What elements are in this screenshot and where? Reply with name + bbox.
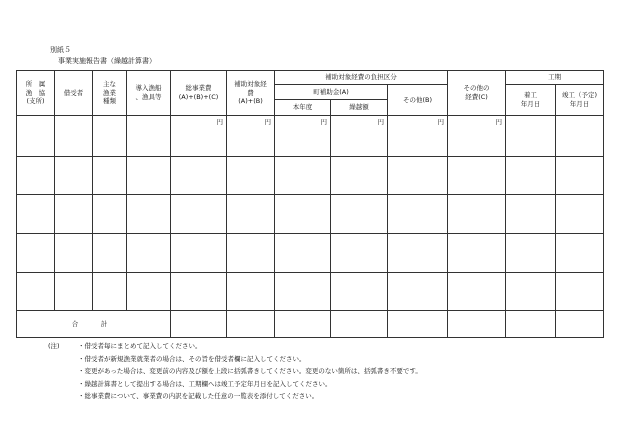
- unit-symbol: 円: [388, 115, 448, 156]
- table-row: [17, 115, 604, 156]
- header-other-b: その他(B): [388, 85, 448, 116]
- notes-section: [48, 340, 422, 403]
- unit-symbol: 円: [227, 115, 275, 156]
- note-item: ・借受者毎にまとめて記入してください。: [78, 342, 202, 350]
- note-item: ・繰越計算書として提出する場合は、工期欄へは竣工予定年月日を記入してください。: [78, 379, 332, 388]
- header-completion-date: 竣工（予定) 年月日: [556, 85, 604, 116]
- header-fishery-type: 主な 漁業 種類: [93, 71, 127, 116]
- note-item: ・変更があった場合は、変更前の内容及び額を上段に括弧書きしてください。変更のない箇所は、括弧書き不要です。: [78, 367, 422, 375]
- notes-heading: (注): [48, 342, 60, 350]
- header-start-date: 着工 年月日: [506, 85, 556, 116]
- header-total-cost: 総事業費 (A)+(B)+(C): [171, 71, 227, 116]
- header-burden-group: 補助対象経費の負担区分: [275, 71, 448, 85]
- header-borrower: 借受者: [55, 71, 93, 116]
- total-label: 合 計: [17, 311, 171, 338]
- header-town-subsidy: 町補助金(A): [275, 85, 388, 99]
- header-subsidy-cost: 補助対象経 費 (A)+(B): [227, 71, 275, 116]
- note-item: ・総事業費について、事業費の内訳を記載した任意の一覧表を添付してください。: [78, 392, 319, 400]
- header-other-cost: その他の 経費(C): [448, 71, 506, 116]
- table-row: [17, 156, 604, 195]
- table-row: [17, 234, 604, 273]
- table-row: [17, 272, 604, 311]
- header-carryover: 繰越額: [331, 99, 388, 115]
- total-row: [17, 311, 604, 338]
- unit-symbol: 円: [275, 115, 331, 156]
- report-table: [16, 70, 604, 338]
- header-equipment: 導入漁船 、漁具等: [127, 71, 171, 116]
- header-period: 工期: [506, 71, 604, 85]
- note-item: ・借受者が新規漁業就業者の場合は、その旨を借受者欄に記入してください。: [78, 354, 306, 363]
- header-affiliation: 所 属 漁 協 (支所): [17, 71, 55, 116]
- unit-symbol: 円: [448, 115, 506, 156]
- document-title: 事業実施報告書（繰越計算書）: [58, 57, 156, 65]
- unit-symbol: 円: [171, 115, 227, 156]
- table-row: [17, 195, 604, 234]
- header-this-year: 本年度: [275, 99, 331, 115]
- form-label: 別紙５: [50, 46, 71, 54]
- unit-symbol: 円: [331, 115, 388, 156]
